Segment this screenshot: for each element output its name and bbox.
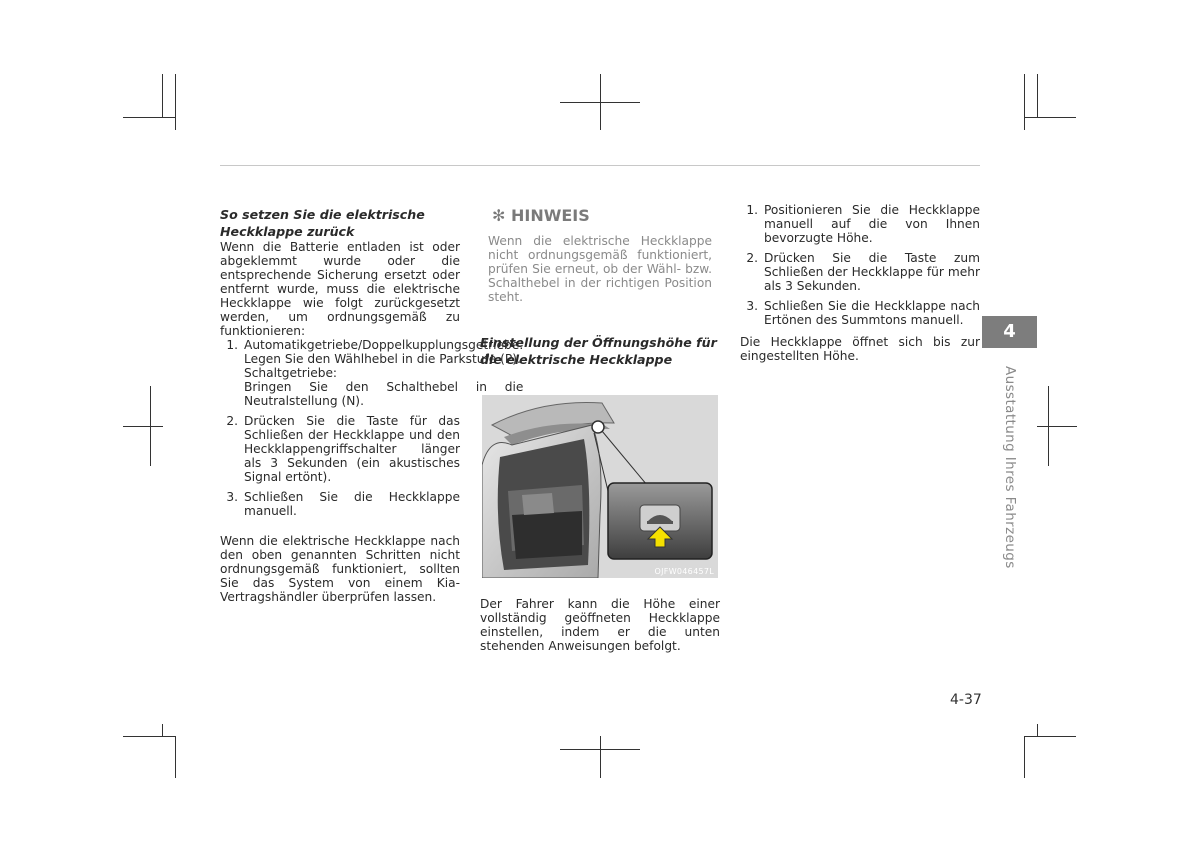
crop-mark xyxy=(1024,74,1025,130)
closing-paragraph: Wenn die elektrische Heckklappe nach den oben genannten Schritten nicht ordnungsgemäß funktioniert, sollten Sie das System von einem Kia-Vertragshändler überprüfen lassen. xyxy=(220,534,460,604)
list-item xyxy=(740,299,980,327)
heading-line: So setzen Sie die elektrische xyxy=(220,207,425,222)
tailgate-illustration xyxy=(482,395,718,578)
step-text: Schließen Sie die Heckklappe manuell. xyxy=(244,490,460,518)
column-middle xyxy=(480,206,720,368)
note-body: Wenn die elektrische Heckklappe nicht ordnungsgemäß funktioniert, prüfen Sie erneut, ob der Wähl- bzw. Schalthebel in der richtigen Position steht. xyxy=(488,234,712,304)
tailgate-drawing xyxy=(482,395,718,578)
note-icon: ✻ xyxy=(492,206,506,225)
registration-mark xyxy=(560,102,640,103)
registration-mark xyxy=(1037,426,1077,427)
step-text: Positionieren Sie die Heckklappe manuell auf die von Ihnen bevorzugte Höhe. xyxy=(764,203,980,245)
column-middle-text xyxy=(480,597,720,653)
step-number: 2. xyxy=(226,414,238,428)
list-item xyxy=(220,338,524,408)
reset-steps xyxy=(220,338,524,518)
page-number: 4-37 xyxy=(950,692,982,708)
height-steps xyxy=(740,203,980,327)
section-heading xyxy=(220,206,460,240)
crop-mark xyxy=(1037,74,1038,117)
step-number: 3. xyxy=(746,299,758,313)
crop-mark xyxy=(162,724,163,736)
step-line: Schaltgetriebe: xyxy=(244,366,338,380)
registration-mark xyxy=(560,749,640,750)
list-item xyxy=(220,414,460,484)
crop-mark xyxy=(123,736,175,737)
step-text: Drücken Sie die Taste zum Schließen der Heckklappe für mehr als 3 Sekunden. xyxy=(764,251,980,293)
step-text: Drücken Sie die Taste für das Schließen der Heckklappe und den Heckklappengriffschalter länger als 3 Sekunden (ein akustisches Signal ertönt). xyxy=(244,414,460,484)
chapter-title: Ausstattung Ihres Fahrzeugs xyxy=(1002,366,1018,569)
registration-mark xyxy=(123,426,163,427)
chapter-tab: 4 xyxy=(982,316,1037,348)
step-text: Schließen Sie die Heckklappe nach Ertönen des Summtons manuell. xyxy=(764,299,980,327)
section-heading xyxy=(480,334,720,368)
step-line: Legen Sie den Wählhebel in die Parkstufe (P). xyxy=(244,352,521,366)
registration-mark xyxy=(600,736,601,778)
step-number: 3. xyxy=(226,490,238,504)
figure-code: OJFW046457L xyxy=(654,567,714,576)
column-right xyxy=(740,203,980,363)
heading-line: Einstellung der Öffnungshöhe für xyxy=(480,335,717,350)
step-number: 2. xyxy=(746,251,758,265)
crop-mark xyxy=(1024,117,1076,118)
step-line: Automatikgetriebe/Doppelkupplungsgetriebe: xyxy=(244,338,524,352)
crop-mark xyxy=(1037,724,1038,736)
crop-mark xyxy=(175,736,176,778)
header-rule xyxy=(220,165,980,166)
note-title xyxy=(492,206,720,226)
step-number: 1. xyxy=(746,203,758,217)
list-item xyxy=(220,490,460,518)
step-number: 1. xyxy=(226,338,238,352)
closing-paragraph: Die Heckklappe öffnet sich bis zur eingestellten Höhe. xyxy=(740,335,980,363)
paragraph: Der Fahrer kann die Höhe einer vollständig geöffneten Heckklappe einstellen, indem er die unten stehenden Anweisungen befolgt. xyxy=(480,597,720,653)
crop-mark xyxy=(123,117,175,118)
note-title-text: HINWEIS xyxy=(510,206,590,225)
crop-mark xyxy=(1024,736,1076,737)
heading-line: Heckklappe zurück xyxy=(220,224,355,239)
heading-line: die elektrische Heckklappe xyxy=(480,352,673,367)
intro-paragraph: Wenn die Batterie entladen ist oder abgeklemmt wurde oder die entsprechende Sicherung ersetzt oder entfernt wurde, muss die elektrische Heckklappe wie folgt zurückgesetzt werden, um ordnungsgemäß zu funktionieren: xyxy=(220,240,460,338)
crop-mark xyxy=(162,74,163,117)
list-item xyxy=(740,251,980,293)
crop-mark xyxy=(175,74,176,130)
list-item xyxy=(740,203,980,245)
crop-mark xyxy=(1024,736,1025,778)
step-line: Bringen Sie den Schalthebel in die Neutralstellung (N). xyxy=(244,380,524,408)
column-left xyxy=(220,206,524,604)
